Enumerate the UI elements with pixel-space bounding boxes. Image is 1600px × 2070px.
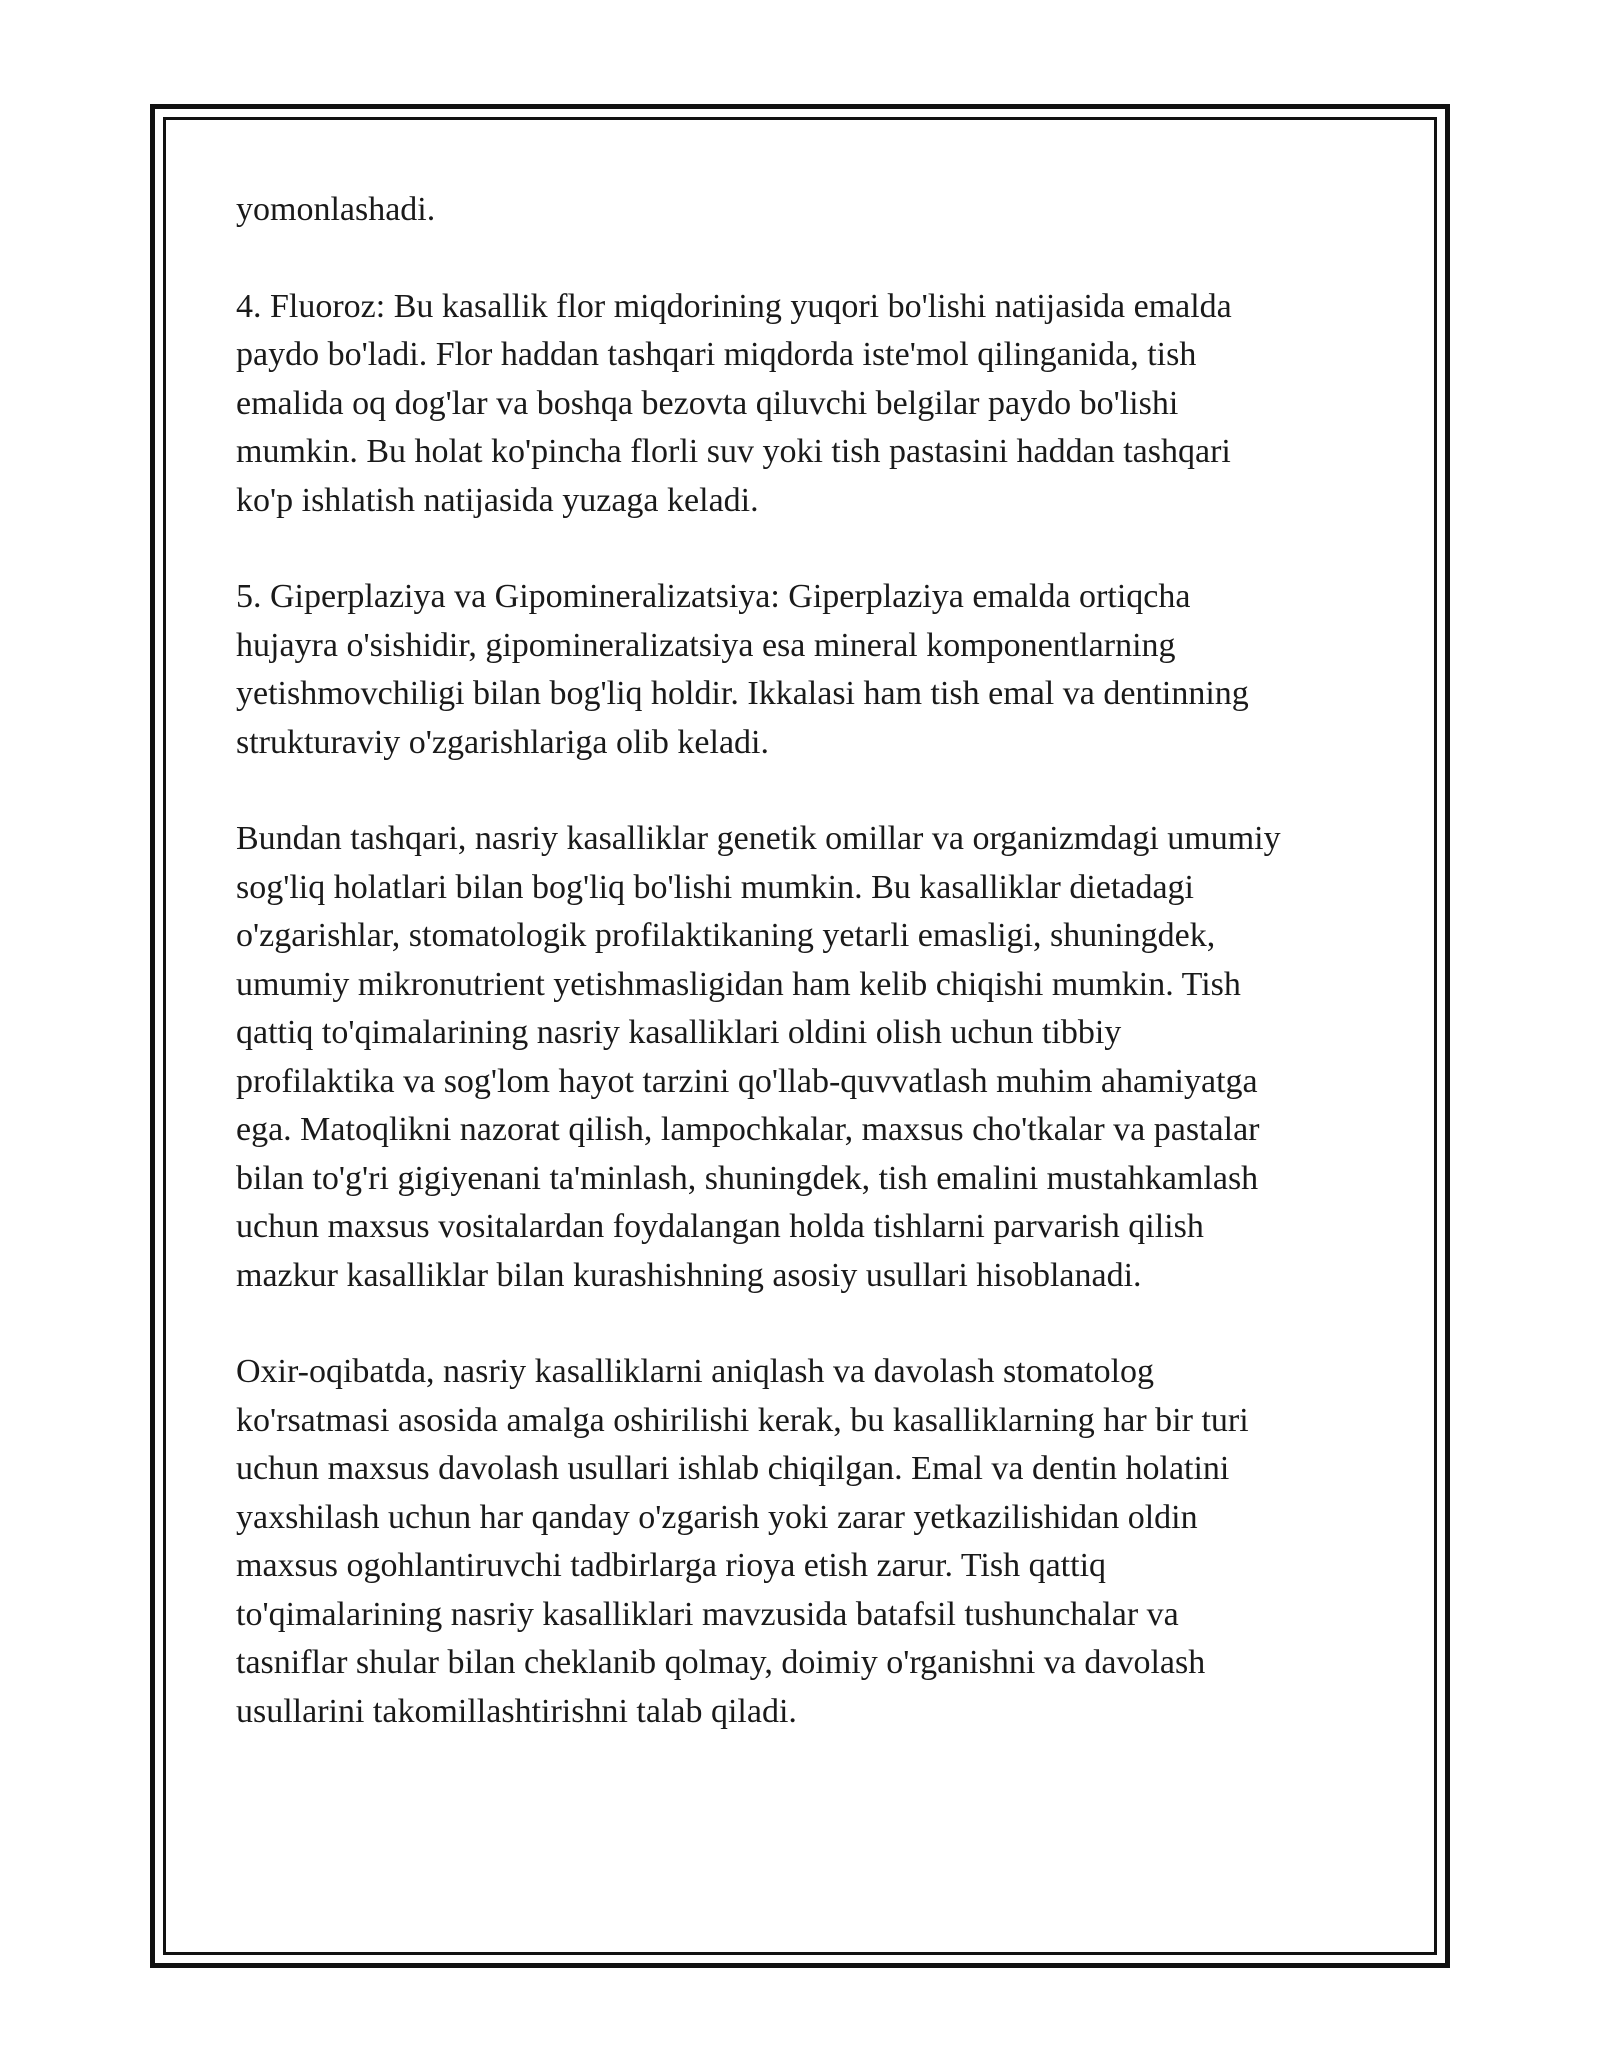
paragraph-giperplaziya: 5. Giperplaziya va Gipomineralizatsiya: Giperplaziya emalda ortiqcha hujayra o'sishidir, gipomineralizatsiya esa mineral komponentlarning yetishmovchiligi bilan bog'liq holdir. Ikkalasi ham tish emal va dentinning strukturaviy o'zgarishlariga olib keladi. [236,578,1249,761]
paragraph-oxir-oqibatda: Oxir-oqibatda, nasriy kasalliklarni aniqlash va davolash stomatolog ko'rsatmasi asosida amalga oshirilishi kerak, bu kasalliklarning har bir turi uchun maxsus davolash usullari ishlab chiqilgan. Emal va dentin holatini yaxshilash uchun har qanday o'zgarish yoki zarar yetkazilishidan oldin maxsus ogohlantiruvchi tadbirlarga rioya etish zarur. Tish qattiq to'qimalarining nasriy kasalliklari mavzusida batafsil tushunchalar va tasniflar shular bilan cheklanib qolmay, doimiy o'rganishni va davolash usullarini takomillashtirishni talab qiladi. [236,1353,1249,1730]
paragraph-bundan-tashqari: Bundan tashqari, nasriy kasalliklar genetik omillar va organizmdagi umumiy sog'liq holatlari bilan bog'liq bo'lishi mumkin. Bu kasalliklar dietadagi o'zgarishlar, stomatologik profilaktikaning yetarli emasligi, shuningdek, umumiy mikronutrient yetishmasligidan ham kelib chiqishi mumkin. Tish qattiq to'qimalarining nasriy kasalliklari oldini olish uchun tibbiy profilaktika va sog'lom hayot tarzini qo'llab-quvvatlash muhim ahamiyatga ega. Matoqlikni nazorat qilish, lampochkalar, maxsus cho'tkalar va pastalar bilan to'g'ri gigiyenani ta'minlash, shuningdek, tish emalini mustahkamlash uchun maxsus vositalardan foydalangan holda tishlarni parvarish qilish mazkur kasalliklar bilan kurashishning asosiy usullari hisoblanadi. [236,820,1281,1294]
paragraph-fluoroz: 4. Fluoroz: Bu kasallik flor miqdorining yuqori bo'lishi natijasida emalda paydo bo'ladi. Flor haddan tashqari miqdorda iste'mol qilinganida, tish emalida oq dog'lar va boshqa bezovta qiluvchi belgilar paydo bo'lishi mumkin. Bu holat ko'pincha florli suv yoki tish pastasini haddan tashqari ko'p ishlatish natijasida yuzaga keladi. [236,287,1232,519]
paragraph-continuation: yomonlashadi. [236,191,436,228]
document-body [236,186,1366,1784]
